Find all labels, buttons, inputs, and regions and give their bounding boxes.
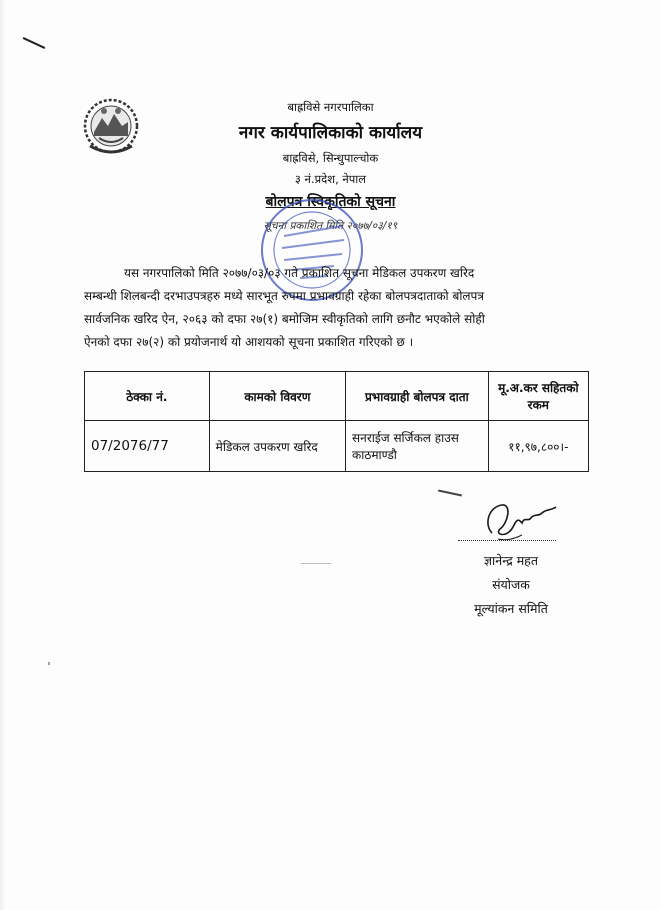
body-line: ऐनको दफा २७(२) को प्रयोजनार्थ यो आशयको सूचना प्रकाशित गरिएको छ । [84,335,414,349]
province-line: ३ नं.प्रदेश, नेपाल [294,172,367,186]
cell-work-description: मेडिकल उपकरण खरिद [209,421,345,472]
cell-amount: ११,९७,८००।- [488,421,588,472]
body-line: सम्बन्धी शिलबन्दी दरभाउपत्रहरु मध्ये सारभूत रुपमा प्रभावग्राही रहेका बोलपत्रदाताको बोलपत्र [84,289,484,303]
signatory-name: ज्ञानेन्द्र महत [484,553,538,568]
header-work-description: कामको विवरण [209,372,345,421]
cell-bidder: सनराईज सर्जिकल हाउस काठमाण्डौ [346,421,489,472]
header-contract-no: ठेक्का नं. [85,372,210,421]
margin-mark [23,37,46,49]
body-line: यस नगरपालिको मिति २०७७/०३/०३ गते प्रकाशित सूचना मेडिकल उपकरण खरिद [124,266,475,280]
office-title: नगर कार्यपालिकाको कार्यालय [238,123,423,143]
body-line: सार्वजनिक खरिद ऐन, २०६३ को दफा २७(१) बमोजिम स्वीकृतिको लागि छनौट भएकोले सोही [84,312,485,326]
municipality-name: बाह्रविसे नगरपालिका [287,100,374,114]
signatory-designation: संयोजक [492,577,530,592]
signature-line [458,540,556,541]
handwritten-signature [478,495,560,545]
ink-dot [48,662,50,665]
notice-body [84,262,584,354]
ink-mark [301,563,331,564]
bid-table [84,371,589,472]
office-address: बाह्रविसे, सिन्धुपाल्चोक [282,151,379,165]
signatory-committee: मूल्यांकन समिति [474,601,548,616]
notice-title: बोलपत्र स्विकृतिको सूचना [265,194,396,210]
table-row [85,421,589,472]
header-amount: मू.अ.कर सहितको रकम [488,372,588,421]
header-bidder: प्रभावग्राही बोलपत्र दाता [346,372,489,421]
cell-contract-no: 07/2076/77 [85,421,210,472]
ink-mark [438,490,462,497]
notice-reference: सूचना प्रकाशित मिति २०७७/०३/१९ [263,220,398,232]
table-header-row [85,372,589,421]
